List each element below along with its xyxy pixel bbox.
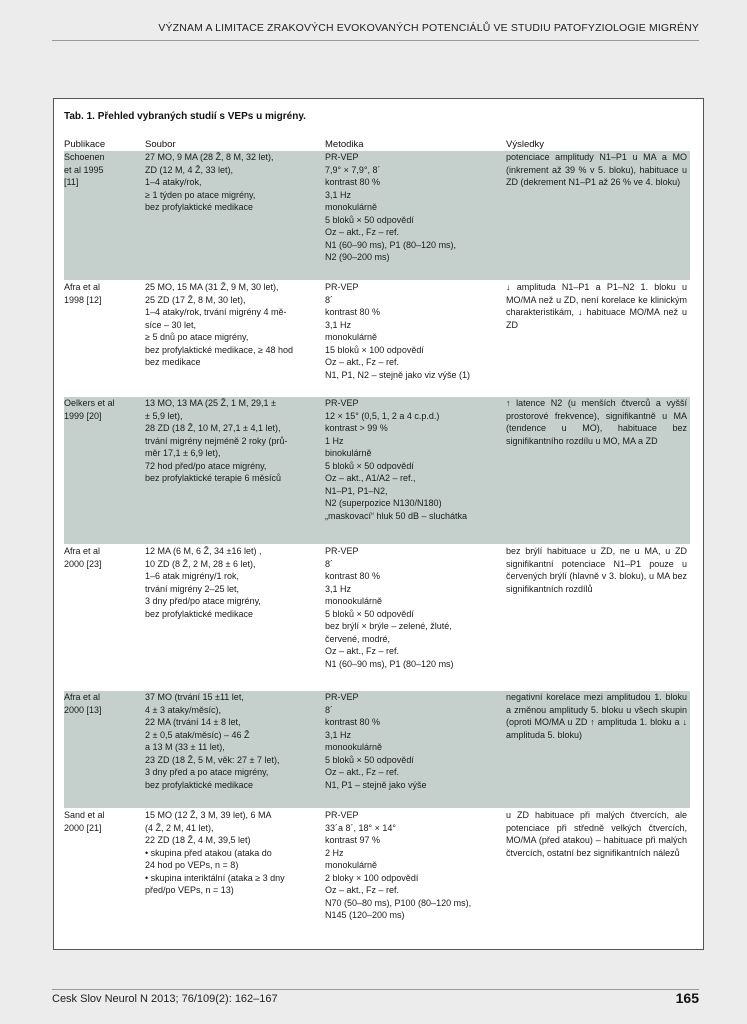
cell-line: N70 (50–80 ms), P100 (80–120 ms), — [325, 897, 472, 908]
cell-line: Oz – akt., Fz – ref. — [325, 357, 400, 367]
cell-publikace — [64, 545, 140, 570]
cell-line: binokulárně — [325, 448, 372, 458]
running-header: VÝZNAM A LIMITACE ZRAKOVÝCH EVOKOVANÝCH POTENCIÁLŮ VE STUDIU PATOFYZIOLOGIE MIGRÉNY — [158, 22, 699, 34]
cell-line: Oz – akt., A1/A2 – ref., — [325, 473, 416, 483]
cell-line: N1 (60–90 ms), P1 (80–120 ms), — [325, 239, 457, 250]
column-header-vysledky: Výsledky — [506, 139, 545, 150]
cell-line: 1 Hz — [325, 435, 344, 446]
table-box — [53, 98, 704, 950]
cell-line: Afra et al — [64, 692, 101, 702]
column-header-soubor: Soubor — [145, 139, 176, 150]
cell-line: PR-VEP — [325, 398, 359, 408]
cell-soubor — [145, 151, 315, 214]
cell-publikace — [64, 691, 140, 716]
cell-line: monokulárně — [325, 202, 378, 212]
cell-line: 13 MO, 13 MA (25 Ž, 1 M, 29,1 ± — [145, 398, 276, 408]
cell-line: PR-VEP — [325, 152, 359, 162]
cell-line: Schoenen — [64, 152, 105, 162]
table-row — [64, 397, 690, 544]
cell-line: • skupina interiktální (ataka ≥ 3 dny — [145, 872, 285, 883]
cell-line: 2000 [21] — [64, 822, 102, 833]
cell-line: Sand et al — [64, 810, 105, 820]
cell-line: 1998 [12] — [64, 294, 102, 305]
cell-line: trvání migrény nejméně 2 roky (prů- — [145, 435, 288, 446]
cell-line: 2 Hz — [325, 847, 344, 858]
cell-line: 3 dny před a po atace migrény, — [145, 767, 269, 777]
cell-line: monookulárně — [325, 742, 383, 752]
cell-line: ↑ latence N2 (u menších čtverců a vyšší prostorové frekvence), signifikantně u MA (tendence u MO), habituace bez signifikantního rozdílu u MO, MA a ZD — [506, 398, 687, 446]
cell-vysledky — [506, 809, 687, 859]
cell-line: bez profylaktické medikace — [145, 202, 254, 212]
cell-line: 24 hod po VEPs, n = 8) — [145, 860, 239, 870]
cell-line: červené, modré, — [325, 633, 391, 644]
cell-line: Afra et al — [64, 546, 101, 556]
cell-line: ↓ amplituda N1–P1 a P1–N2 1. bloku u MO/MA než u ZD, není korelace ke klinickým charakteristikám, ↓ habituace MO/MA než u ZD — [506, 282, 687, 330]
cell-publikace — [64, 281, 140, 306]
cell-soubor — [145, 545, 315, 620]
column-header-metodika: Metodika — [325, 139, 364, 150]
cell-metodika — [325, 809, 503, 922]
table-row — [64, 809, 690, 943]
cell-line: 12 MA (6 M, 6 Ž, 34 ±16 let) , — [145, 546, 262, 556]
cell-line: 25 MO, 15 MA (31 Ž, 9 M, 30 let), — [145, 282, 279, 292]
cell-line: [11] — [64, 177, 79, 187]
cell-line: et al 1995 — [64, 164, 104, 175]
table-row — [64, 281, 690, 396]
cell-line: 5 bloků × 50 odpovědí — [325, 608, 414, 619]
cell-line: 15 bloků × 100 odpovědí — [325, 344, 424, 355]
cell-line: N1, P1, N2 – stejně jako viz výše (1) — [325, 369, 471, 380]
cell-line: 3 dny před/po atace migrény, — [145, 596, 261, 606]
cell-line: 10 ZD (8 Ž, 2 M, 28 ± 6 let), — [145, 558, 256, 569]
cell-metodika — [325, 545, 503, 670]
cell-line: kontrast > 99 % — [325, 423, 388, 433]
cell-line: 15 MO (12 Ž, 3 M, 39 let), 6 MA — [145, 810, 272, 820]
cell-line: u ZD habituace při malých čtvercích, ale potenciace při středně velkých čtvercích, MO/MA (před atakou) – habituace při malých čtvercích, ostatní bez signifikantních nálezů — [506, 810, 687, 858]
cell-metodika — [325, 397, 503, 522]
cell-line: kontrast 80 % — [325, 177, 381, 187]
cell-line: ≥ 1 týden po atace migrény, — [145, 189, 256, 200]
cell-line: síce – 30 let, — [145, 319, 197, 330]
cell-line: bez brýlí × brýle – zelené, žluté, — [325, 621, 452, 631]
table-row — [64, 545, 690, 690]
cell-line: 3,1 Hz — [325, 189, 352, 200]
cell-line: 27 MO, 9 MA (28 Ž, 8 M, 32 let), — [145, 152, 274, 162]
table-row — [64, 691, 690, 808]
cell-line: 33´a 8´, 18° × 14° — [325, 822, 396, 833]
cell-line: měr 17,1 ± 6,9 let), — [145, 448, 221, 458]
cell-soubor — [145, 397, 315, 485]
cell-line: 72 hod před/po atace migrény, — [145, 460, 267, 471]
cell-line: N1 (60–90 ms), P1 (80–120 ms) — [325, 658, 454, 669]
cell-line: 8´ — [325, 558, 334, 569]
cell-publikace — [64, 151, 140, 189]
cell-publikace — [64, 809, 140, 834]
cell-metodika — [325, 281, 503, 381]
cell-line: 8´ — [325, 294, 334, 305]
cell-line: • skupina před atakou (ataka do — [145, 847, 272, 858]
cell-publikace — [64, 397, 140, 422]
cell-line: 25 ZD (17 Ž, 8 M, 30 let), — [145, 294, 246, 305]
cell-line: 22 ZD (18 Ž, 4 M, 39,5 let) — [145, 835, 251, 845]
cell-line: 2 ± 0,5 atak/měsíc) – 46 Ž — [145, 729, 250, 740]
footer-rule — [52, 989, 699, 990]
cell-line: před/po VEPs, n = 13) — [145, 885, 234, 895]
table-caption: Tab. 1. Přehled vybraných studií s VEPs u migrény. — [64, 111, 306, 122]
cell-line: 1–6 atak migrény/1 rok, — [145, 571, 240, 581]
cell-vysledky — [506, 151, 687, 189]
cell-line: Oz – akt., Fz – ref. — [325, 885, 400, 895]
cell-vysledky — [506, 545, 687, 595]
cell-line: 28 ZD (18 Ž, 10 M, 27,1 ± 4,1 let), — [145, 423, 281, 433]
cell-line: 22 MA (trvání 14 ± 8 let, — [145, 717, 241, 727]
cell-soubor — [145, 281, 315, 369]
cell-line: 3,1 Hz — [325, 729, 352, 740]
cell-line: N145 (120–200 ms) — [325, 910, 405, 920]
cell-line: bez profylaktické medikace — [145, 779, 254, 790]
cell-line: kontrast 80 % — [325, 307, 381, 317]
cell-line: trvání migrény 2–25 let, — [145, 583, 240, 594]
cell-line: ± 5,9 let), — [145, 410, 183, 421]
cell-line: PR-VEP — [325, 546, 359, 556]
cell-line: kontrast 80 % — [325, 571, 381, 581]
cell-line: 5 bloků × 50 odpovědí — [325, 214, 414, 225]
cell-line: 2000 [13] — [64, 704, 102, 715]
cell-line: 3,1 Hz — [325, 319, 352, 330]
cell-line: potenciace amplitudy N1–P1 u MA a MO (inkrement až 39 % v 5. bloku), habituace u ZD (dekrement N1–P1 až 26 % ve 4. bloku) — [506, 152, 687, 187]
cell-line: ≥ 5 dnů po atace migrény, — [145, 332, 249, 342]
cell-line: PR-VEP — [325, 810, 359, 820]
cell-line: „maskovací“ hluk 50 dB – sluchátka — [325, 510, 468, 521]
cell-line: Oz – akt., Fz – ref. — [325, 767, 400, 777]
column-header-publikace: Publikace — [64, 139, 106, 150]
cell-line: 5 bloků × 50 odpovědí — [325, 754, 414, 765]
cell-line: monokulárně — [325, 332, 378, 342]
cell-vysledky — [506, 397, 687, 447]
cell-line: 7,9° × 7,9°, 8´ — [325, 164, 381, 175]
cell-line: PR-VEP — [325, 282, 359, 292]
cell-line: ZD (12 M, 4 Ž, 33 let), — [145, 164, 234, 175]
cell-line: bez profylaktické medikace, ≥ 48 hod — [145, 344, 294, 355]
cell-line: negativní korelace mezi amplitudou 1. bloku a změnou amplitudy 5. bloku u všech skupin (oproti MO/MA u ZD ↑ amplituda 1. bloku a ↓ amplituda 5. bloku) — [506, 692, 687, 740]
cell-line: 1999 [20] — [64, 410, 102, 421]
table-row — [64, 151, 690, 280]
cell-line: 1–4 ataky/rok, — [145, 177, 202, 187]
cell-line: 37 MO (trvání 15 ±11 let, — [145, 692, 244, 702]
cell-metodika — [325, 151, 503, 264]
footer-citation: Cesk Slov Neurol N 2013; 76/109(2): 162–167 — [52, 993, 278, 1005]
cell-vysledky — [506, 691, 687, 741]
cell-soubor — [145, 691, 315, 791]
cell-line: N1–P1, P1–N2, — [325, 485, 388, 496]
cell-soubor — [145, 809, 315, 897]
header-rule — [52, 40, 699, 41]
cell-line: 5 bloků × 50 odpovědí — [325, 460, 414, 471]
cell-line: 1–4 ataky/rok, trvání migrény 4 mě- — [145, 307, 287, 317]
cell-line: 8´ — [325, 704, 334, 715]
page-number: 165 — [675, 990, 699, 1006]
cell-vysledky — [506, 281, 687, 331]
cell-line: 2000 [23] — [64, 558, 102, 569]
cell-line: PR-VEP — [325, 692, 359, 702]
cell-line: kontrast 80 % — [325, 717, 381, 727]
cell-line: Oz – akt., Fz – ref. — [325, 227, 400, 237]
cell-line: Afra et al — [64, 282, 101, 292]
cell-line: bez profylaktické terapie 6 měsíců — [145, 473, 282, 483]
cell-line: kontrast 97 % — [325, 835, 381, 845]
cell-line: N2 (90–200 ms) — [325, 252, 390, 262]
cell-line: (4 Ž, 2 M, 41 let), — [145, 822, 214, 833]
cell-line: Oelkers et al — [64, 398, 115, 408]
cell-line: 12 × 15° (0,5, 1, 2 a 4 c.p.d.) — [325, 410, 440, 421]
cell-metodika — [325, 691, 503, 791]
cell-line: bez profylaktické medikace — [145, 608, 254, 619]
cell-line: 3,1 Hz — [325, 583, 352, 594]
cell-line: N2 (superpozice N130/N180) — [325, 498, 442, 508]
cell-line: bez brýlí habituace u ZD, ne u MA, u ZD signifikantní potenciace N1–P1 pouze u červených brýlí (hlavně v 3. bloku), u MA bez signifikantních rozdílů — [506, 546, 687, 594]
cell-line: monokulárně — [325, 860, 378, 870]
cell-line: a 13 M (33 ± 11 let), — [145, 742, 225, 752]
cell-line: Oz – akt., Fz – ref. — [325, 646, 400, 656]
cell-line: N1, P1 – stejně jako výše — [325, 779, 427, 790]
cell-line: monookulárně — [325, 596, 383, 606]
cell-line: 2 bloky × 100 odpovědí — [325, 872, 419, 883]
cell-line: 23 ZD (18 Ž, 5 M, věk: 27 ± 7 let), — [145, 754, 280, 765]
cell-line: bez medikace — [145, 357, 201, 367]
cell-line: 4 ± 3 ataky/měsíc), — [145, 704, 221, 715]
